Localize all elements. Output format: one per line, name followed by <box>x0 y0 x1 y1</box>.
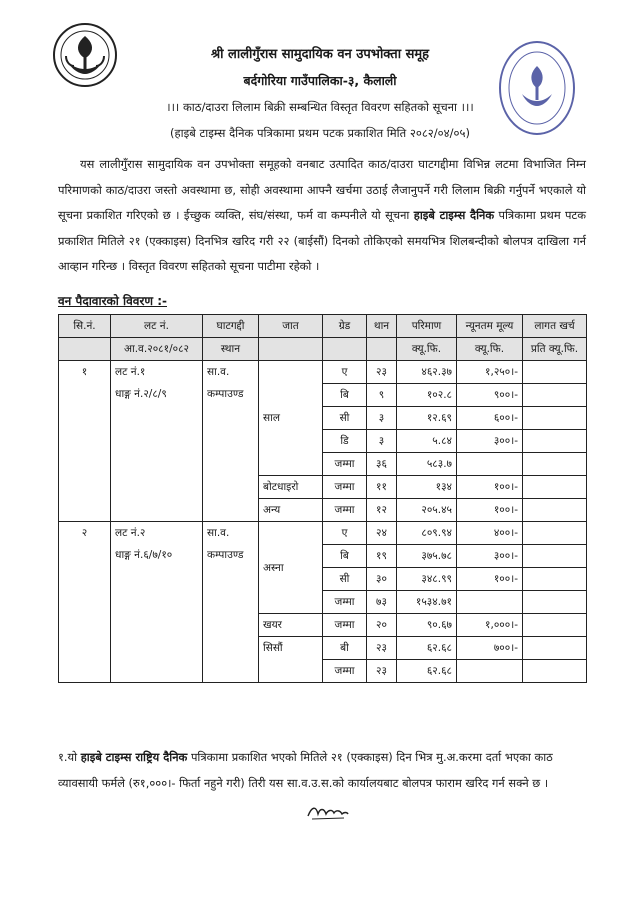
ghat-cell <box>203 361 259 522</box>
qty-cell: १३४ <box>397 476 457 499</box>
qty-cell: ३४८.९९ <box>397 568 457 591</box>
than-cell: २४ <box>367 522 397 545</box>
section-title: वन पैदावारको विवरण :- <box>58 294 167 308</box>
species-cell: अन्य <box>259 499 323 522</box>
body-text-part2: पत्रिकामा प्रथम पटक प्रकाशित मितिले २१ (एक्काइस) दिनभित्र खरिद गरी २२ (बाईसौं) दिनको तोकिएको समयभित्र शिलबन्दीको बोलपत्र दाखिला गर्न आव्हान गरिन्छ । विस्तृत विवरण सहितको सूचना पाटीमा रहेको । <box>58 208 587 273</box>
lot-cell <box>111 522 203 683</box>
footnote-prefix: १.यो <box>58 750 78 764</box>
col-header-cost-unit: प्रति क्यू.फि. <box>523 338 587 361</box>
ghat-cell <box>203 522 259 683</box>
col-header-price: न्यूनतम मूल्य <box>457 315 523 338</box>
price-cell: ३००।- <box>457 545 523 568</box>
than-cell: २३ <box>367 660 397 683</box>
qty-cell: ३७५.७८ <box>397 545 457 568</box>
price-cell: ६००।- <box>457 407 523 430</box>
lot-dhaap: धाङ्ग नं.२/८/९ <box>115 388 167 400</box>
price-cell: १,२५०।- <box>457 361 523 384</box>
grade-cell: जम्मा <box>323 476 367 499</box>
col-header-ghat: घाटगद्दी <box>203 315 259 338</box>
qty-cell: ५.८४ <box>397 430 457 453</box>
qty-cell: ५८३.७ <box>397 453 457 476</box>
qty-cell: १२.६९ <box>397 407 457 430</box>
organization-address: बर्दगोरिया गाउँपालिका-३, कैलाली <box>243 73 397 88</box>
signature-icon <box>306 800 350 822</box>
table-row <box>59 361 587 384</box>
ghat-line1: सा.व. <box>207 527 230 539</box>
col-header-place: स्थान <box>203 338 259 361</box>
qty-cell: ६२.६८ <box>397 660 457 683</box>
newspaper-name: हाइबे टाइम्स दैनिक <box>413 208 495 222</box>
grade-cell: ए <box>323 361 367 384</box>
organization-name: श्री लालीगुँरास सामुदायिक वन उपभोक्ता समूह <box>210 47 430 62</box>
table-header-row-2 <box>59 338 587 361</box>
than-cell: ११ <box>367 476 397 499</box>
ghat-line2: कम्पाउण्ड <box>207 388 244 400</box>
table-header-row <box>59 315 587 338</box>
species-cell: अस्ना <box>259 522 323 614</box>
grade-cell: जम्मा <box>323 453 367 476</box>
footnote <box>58 744 586 796</box>
species-cell: सिसौं <box>259 637 323 683</box>
col-header-than: थान <box>367 315 397 338</box>
lot-dhaap: धाङ्ग नं.६/७/१० <box>115 549 173 561</box>
grade-cell: बि <box>323 545 367 568</box>
than-cell: ९ <box>367 384 397 407</box>
notice-subject: ।।। काठ/दाउरा लिलाम बिक्री सम्बन्धित विस्तृत विवरण सहितको सूचना ।।। <box>166 100 474 114</box>
price-cell: १००।- <box>457 476 523 499</box>
price-cell: ४००।- <box>457 522 523 545</box>
price-cell <box>457 660 523 683</box>
col-header-fiscal-year: आ.व.२०८१/०८२ <box>111 338 203 361</box>
lot-number: लट नं.१ <box>115 366 146 378</box>
col-header-grade: ग्रेड <box>323 315 367 338</box>
col-header-price-unit: क्यू.फि. <box>457 338 523 361</box>
grade-cell: जम्मा <box>323 499 367 522</box>
footnote-newspaper: हाइबे टाइम्स राष्ट्रिय दैनिक <box>80 750 188 764</box>
lot-cell <box>111 361 203 522</box>
than-cell: २० <box>367 614 397 637</box>
price-cell: १००।- <box>457 568 523 591</box>
qty-cell: ९०.६७ <box>397 614 457 637</box>
price-cell: ३००।- <box>457 430 523 453</box>
price-cell: १,०००।- <box>457 614 523 637</box>
footnote-text: पत्रिकामा प्रकाशित भएको मितिले २१ (एक्काइस) दिन भित्र मु.अ.करमा दर्ता भएका काठ व्यावसायी फर्मले (रु१,०००।- फिर्ता नहुने गरी) तिरी यस सा.व.उ.स.को कार्यालयबाट बोलपत्र फाराम खरिद गर्न सक्ने छ । <box>58 750 553 790</box>
col-header-lot: लट नं. <box>111 315 203 338</box>
price-cell <box>457 453 523 476</box>
grade-cell: ए <box>323 522 367 545</box>
grade-cell: बी <box>323 637 367 660</box>
price-cell: १००।- <box>457 499 523 522</box>
lot-sn: २ <box>59 522 111 683</box>
grade-cell: सी <box>323 568 367 591</box>
table-row <box>59 522 587 545</box>
than-cell: ३ <box>367 430 397 453</box>
forest-product-table <box>58 314 587 683</box>
price-cell: ७००।- <box>457 637 523 660</box>
col-header-sn: सि.नं. <box>59 315 111 338</box>
qty-cell: ६२.६८ <box>397 637 457 660</box>
col-header-species: जात <box>259 315 323 338</box>
lot-sn: १ <box>59 361 111 522</box>
price-cell <box>457 591 523 614</box>
col-header-qty-unit: क्यू.फि. <box>397 338 457 361</box>
lot-number: लट नं.२ <box>115 527 146 539</box>
grade-cell: बि <box>323 384 367 407</box>
than-cell: ३० <box>367 568 397 591</box>
grade-cell: डि <box>323 430 367 453</box>
qty-cell: २०५.४५ <box>397 499 457 522</box>
qty-cell: १०२.८ <box>397 384 457 407</box>
ghat-line2: कम्पाउण्ड <box>207 549 244 561</box>
body-text-part1: यस लालीगुँरास सामुदायिक वन उपभोक्ता समूहको वनबाट उत्पादित काठ/दाउरा घाटगद्दीमा विभिन्न लटमा विभाजित निम्न परिमाणको काठ/दाउरा जस्तो अवस्थामा छ, सोही अवस्थामा आफ्नै खर्चमा उठाई लैजानुपर्ने गरी लिलाम बिक्री गर्नुपर्ने भएकाले यो सूचना प्रकाशित गरिएको छ । ईच्छुक व्यक्ति, संघ/संस्था, फर्म वा कम्पनीले यो सूचना <box>58 157 586 222</box>
species-cell: साल <box>259 361 323 476</box>
than-cell: १९ <box>367 545 397 568</box>
qty-cell: ४६२.३७ <box>397 361 457 384</box>
than-cell: २३ <box>367 361 397 384</box>
ghat-line1: सा.व. <box>207 366 230 378</box>
publication-note: (हाइबे टाइम्स दैनिक पत्रिकामा प्रथम पटक प्रकाशित मिति २०८२/०४/०५) <box>170 126 470 140</box>
grade-cell: जम्मा <box>323 614 367 637</box>
grade-cell: जम्मा <box>323 660 367 683</box>
col-header-qty: परिमाण <box>397 315 457 338</box>
grade-cell: जम्मा <box>323 591 367 614</box>
species-cell: बोटधाइरो <box>259 476 323 499</box>
price-cell: ९००।- <box>457 384 523 407</box>
than-cell: १२ <box>367 499 397 522</box>
than-cell: ३६ <box>367 453 397 476</box>
notice-body <box>58 152 586 280</box>
than-cell: ३ <box>367 407 397 430</box>
qty-cell: ८०९.९४ <box>397 522 457 545</box>
than-cell: ७३ <box>367 591 397 614</box>
species-cell: खयर <box>259 614 323 637</box>
grade-cell: सी <box>323 407 367 430</box>
col-header-cost: लागत खर्च <box>523 315 587 338</box>
than-cell: २३ <box>367 637 397 660</box>
qty-cell: १५३४.७१ <box>397 591 457 614</box>
